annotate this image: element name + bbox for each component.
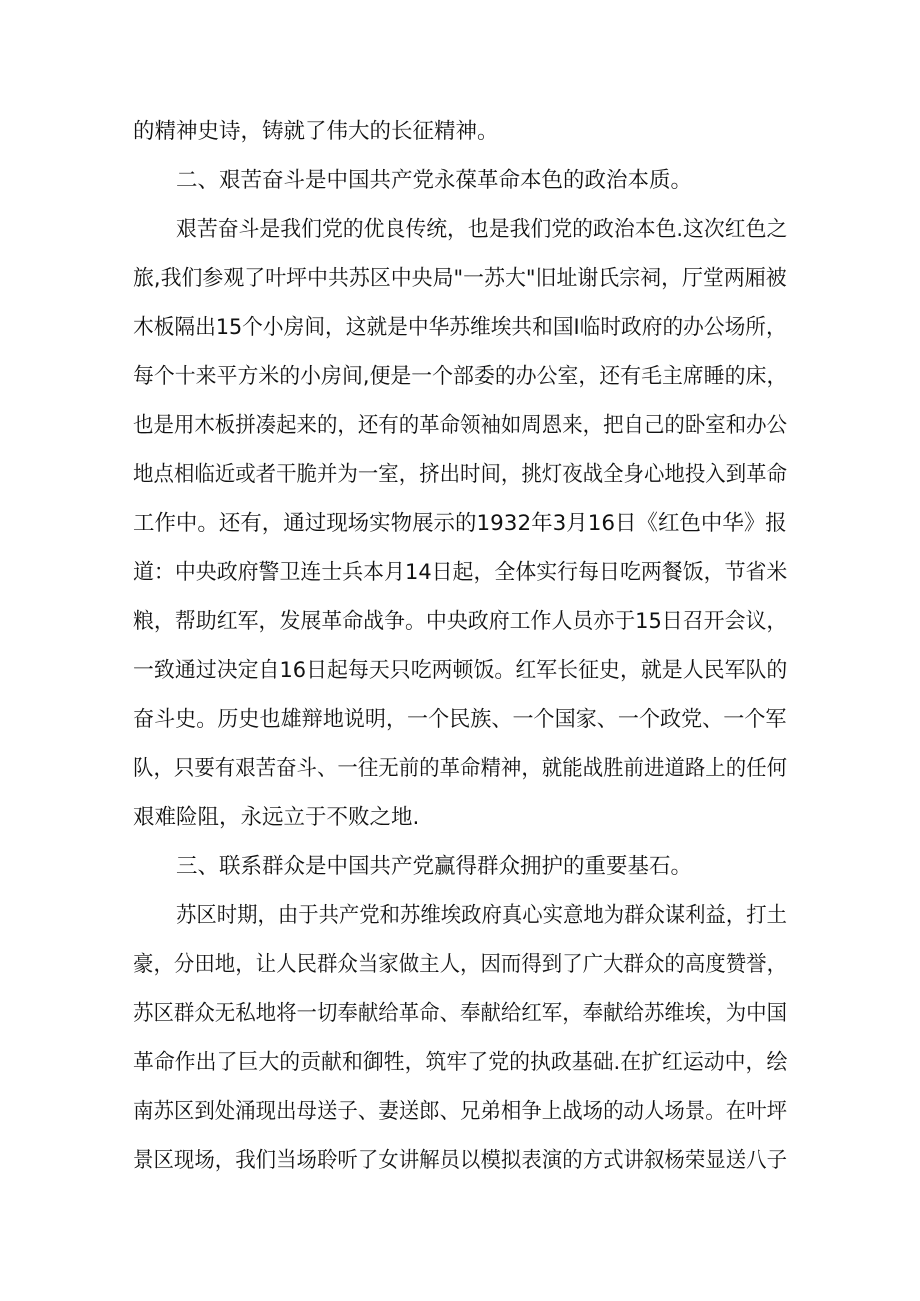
- text-line: 一致通过决定自16日起每天只吃两顿饭。红军长征史，就是人民军队的: [133, 658, 788, 683]
- section-heading-2: 二、艰苦奋斗是中国共产党永葆革命本色的政治本质。: [176, 168, 693, 193]
- text-line: 木板隔出15个小房间，这就是中华苏维埃共和国I临时政府的办公场所，: [133, 315, 787, 340]
- text-line: 也是用木板拼凑起来的，还有的革命领袖如周恩来，把自己的卧室和办公: [133, 413, 788, 438]
- text-line: 景区现场，我们当场聆听了女讲解员以模拟表演的方式讲叙杨荣显送八子: [133, 1148, 788, 1173]
- text-line: 南苏区到处涌现出母送子、妻送郎、兄弟相争上战场的动人场景。在叶坪: [133, 1099, 788, 1124]
- text-line: 艰苦奋斗是我们党的优良传统，也是我们党的政治本色.这次红色之: [176, 217, 788, 242]
- text-line: 每个十来平方米的小房间,便是一个部委的办公室，还有毛主席睡的床，: [133, 364, 788, 389]
- text-line: 苏区时期，由于共产党和苏维埃政府真心实意地为群众谋利益，打土: [176, 903, 788, 928]
- text-line: 队，只要有艰苦奋斗、一往无前的革命精神，就能战胜前进道路上的任何: [133, 756, 788, 781]
- text-line: 奋斗史。历史也雄辩地说明，一个民族、一个国家、一个政党、一个军: [133, 707, 787, 732]
- text-line: 艰难险阻，永远立于不败之地.: [133, 805, 420, 830]
- text-line: 粮，帮助红军，发展革命战争。中央政府工作人员亦于15日召开会议，: [133, 609, 788, 634]
- text-line: 道：中央政府警卫连士兵本月14日起，全体实行每日吃两餐饭，节省米: [133, 560, 788, 585]
- section-heading-3: 三、联系群众是中国共产党赢得群众拥护的重要基石。: [176, 854, 693, 879]
- text-line: 旅,我们参观了叶坪中共苏区中央局"一苏大"旧址谢氏宗祠，厅堂两厢被: [133, 266, 787, 291]
- text-line: 苏区群众无私地将一切奉献给革命、奉献给红军，奉献给苏维埃，为中国: [133, 1001, 788, 1026]
- text-line: 工作中。还有，通过现场实物展示的1932年3月16日《红色中华》报: [133, 511, 787, 536]
- text-line: 地点相临近或者干脆并为一室，挤出时间，挑灯夜战全身心地投入到革命: [133, 462, 788, 487]
- text-line: 豪，分田地，让人民群众当家做主人，因而得到了广大群众的高度赞誉，: [133, 952, 788, 977]
- text-line: 的精神史诗，铸就了伟大的长征精神。: [133, 119, 499, 144]
- text-line: 革命作出了巨大的贡献和御牲，筑牢了党的执政基础.在扩红运动中，绘: [133, 1050, 788, 1075]
